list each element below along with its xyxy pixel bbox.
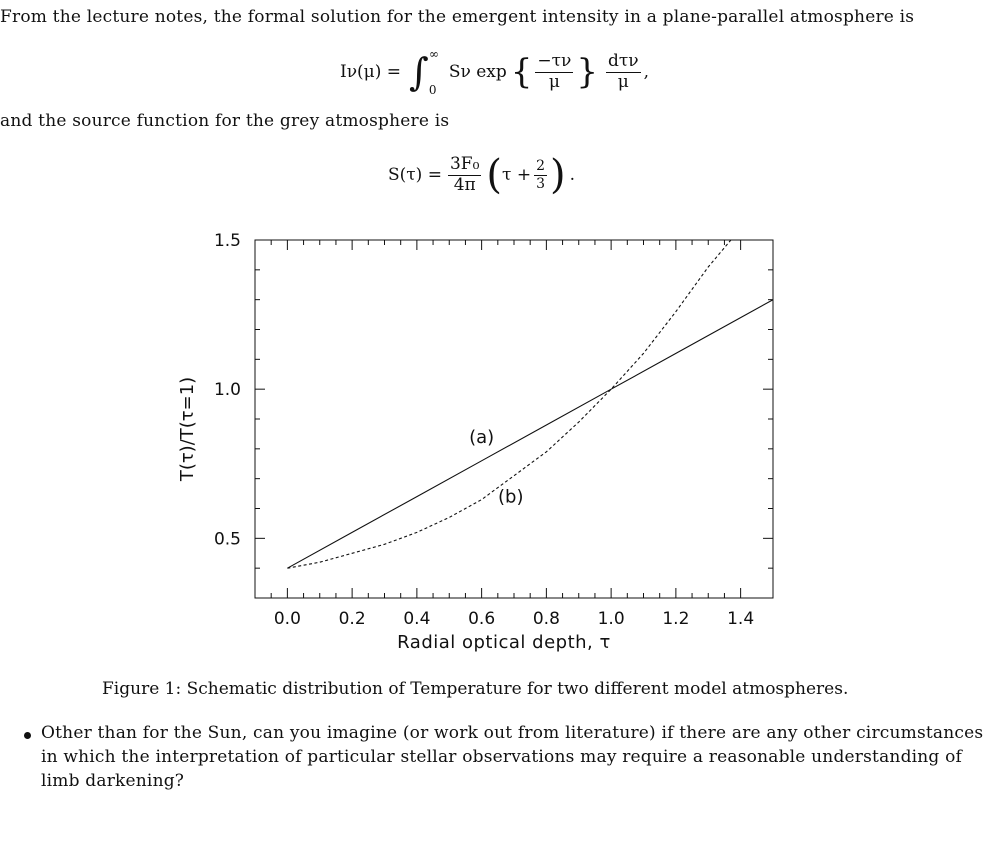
eq1-upper-limit: ∞ — [428, 47, 439, 61]
eq2-frac-num: 2 — [536, 158, 545, 175]
eq2-coefficient-fraction — [448, 155, 481, 195]
temperature-figure — [0, 220, 1002, 660]
bullet-line-3: limb darkening? — [41, 771, 185, 791]
eq1-differential-numerator: dτν — [608, 50, 639, 71]
source-function-text: and the source function for the grey atmosphere is — [0, 111, 450, 131]
x-tick-label: 1.2 — [662, 609, 690, 629]
x-tick-label: 1.4 — [727, 609, 755, 629]
x-tick-label: 0.0 — [273, 609, 301, 629]
bullet-marker — [24, 732, 31, 739]
annotation-b: (b) — [498, 486, 524, 508]
bullet-line-2: in which the interpretation of particular stellar observations may require a reasonable understanding of — [41, 747, 963, 767]
x-tick-label: 0.6 — [468, 609, 496, 629]
eq1-exponent-denominator: μ — [548, 71, 560, 92]
eq2-two-thirds-fraction — [534, 158, 547, 191]
eq2-inner: τ + — [502, 165, 532, 185]
series-b-line — [287, 240, 731, 568]
eq1-right-brace: } — [576, 52, 599, 92]
eq2-frac-den: 3 — [536, 175, 545, 192]
eq1-trailing: , — [643, 62, 650, 82]
eq1-left-brace: { — [510, 52, 533, 92]
equation-emergent-intensity — [340, 38, 649, 106]
eq1-lhs: Iν(μ) = — [340, 62, 402, 82]
eq1-lower-limit: 0 — [428, 83, 437, 97]
annotation-a: (a) — [469, 426, 495, 448]
eq2-numerator: 3F₀ — [449, 153, 480, 174]
x-tick-label: 1.0 — [597, 609, 625, 629]
eq2-denominator: 4π — [453, 174, 476, 195]
eq2-lhs: S(τ) = — [388, 165, 442, 185]
intro-text: From the lecture notes, the formal solution for the emergent intensity in a plane-parallel atmosphere is — [0, 7, 915, 27]
eq1-integral-sign: ∫ — [409, 50, 429, 94]
y-tick-label: 1.5 — [213, 231, 241, 251]
x-tick-label: 0.8 — [532, 609, 560, 629]
x-axis-label: Radial optical depth, τ — [397, 632, 611, 653]
eq1-exponent-numerator: −τν — [537, 50, 572, 71]
y-tick-label: 0.5 — [213, 529, 241, 550]
bullet-line-1: Other than for the Sun, can you imagine (or work out from literature) if there are any other circumstances — [41, 723, 984, 743]
plot-frame — [255, 240, 773, 598]
eq1-differential-fraction — [606, 52, 641, 92]
eq2-trailing: . — [569, 165, 576, 185]
figure-caption: Figure 1: Schematic distribution of Temperature for two different model atmospheres. — [102, 679, 849, 699]
y-tick-label: 1.0 — [213, 380, 241, 401]
eq1-exponent-fraction — [535, 52, 573, 92]
x-tick-label: 0.4 — [403, 609, 431, 629]
y-axis-label: T(τ)/T(τ=1) — [177, 376, 198, 482]
eq1-limits — [429, 47, 439, 97]
eq1-differential-denominator: μ — [617, 71, 629, 92]
eq2-left-paren: ( — [486, 152, 503, 198]
eq1-integrand: Sν exp — [448, 62, 507, 82]
eq2-right-paren: ) — [550, 152, 566, 198]
series-a-line — [287, 300, 773, 569]
x-tick-label: 0.2 — [338, 609, 366, 629]
equation-source-function — [388, 145, 575, 205]
